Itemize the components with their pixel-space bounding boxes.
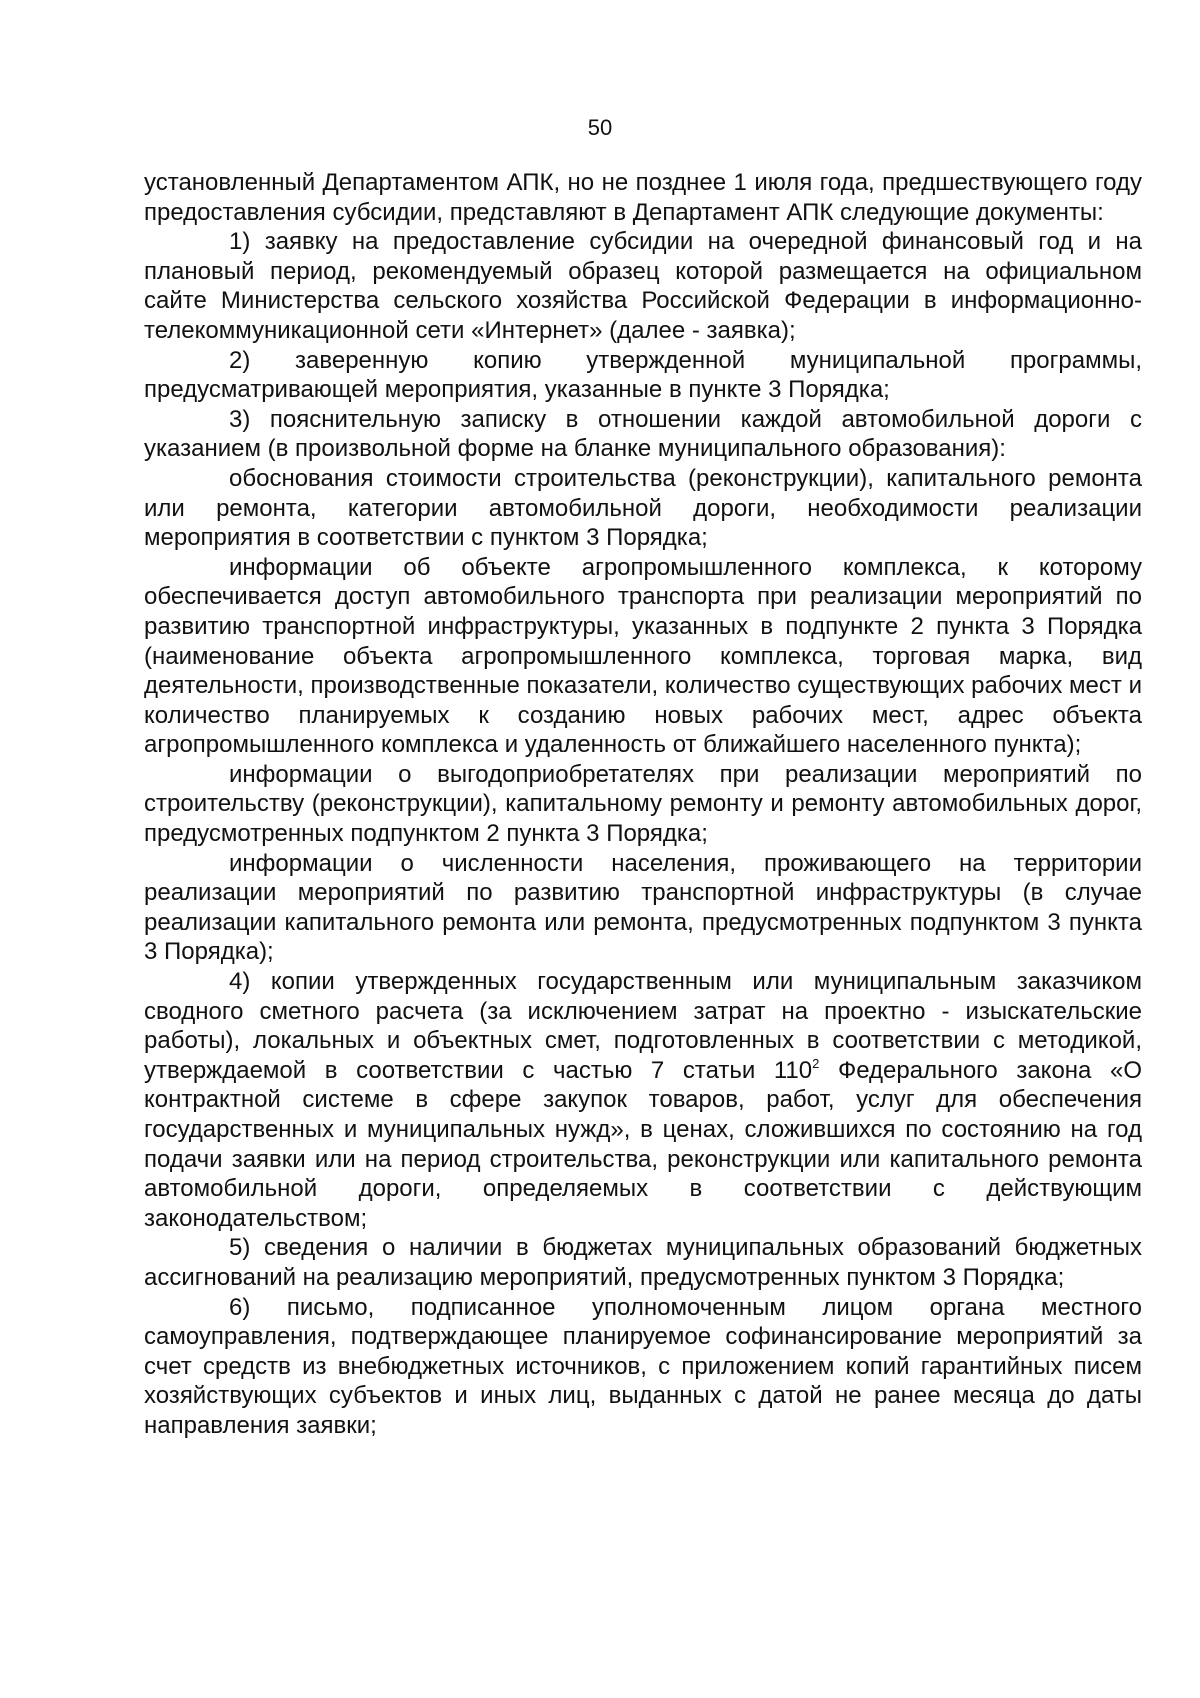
page-number: 50	[587, 115, 613, 140]
paragraph-item-3-beneficiaries-info: информации о выгодоприобретателях при реализации мероприятий по строительству (реконструкции), капитальному ремонту и ремонту автомобильных дорог, предусмотренных подпунктом 2 пункта 3 Порядка;	[144, 760, 1142, 848]
paragraph-item-3-agro-object-info: информации об объекте агропромышленного комплекса, к которому обеспечивается доступ автомобильного транспорта при реализации мероприятий по развитию транспортной инфраструктуры, указанных в подпункте 2 пункта 3 Порядка (наименование объекта агропромышленного комплекса, торговая марка, вид деятельности, производственные показатели, количество существующих рабочих мест и количество планируемых к созданию новых рабочих мест, адрес объекта агропромышленного комплекса и удаленность от ближайшего населенного пункта);	[144, 553, 1142, 759]
paragraph-item-2: 2) заверенную копию утвержденной муниципальной программы, предусматривающей мероприятия, указанные в пункте 3 Порядка;	[144, 346, 1142, 404]
paragraph-item-4-text-start: 4) копии утвержденных государственным или муниципальным заказчиком сводного сметного расчета (за исключением затрат на проектно - изыскательские работы), локальных и объектных смет, подготовленных в соответствии с методикой, утверждаемой в соответствии с частью 7 статьи 110	[144, 968, 1142, 1084]
paragraph-item-1: 1) заявку на предоставление субсидии на очередной финансовый год и на плановый период, рекомендуемый образец которой размещается на официальном сайте Министерства сельского хозяйства Российской Федерации в информационно-телекоммуникационной сети «Интернет» (далее - заявка);	[144, 228, 1142, 344]
paragraph-item-3-cost-justification: обоснования стоимости строительства (реконструкции), капитального ремонта или ремонта, категории автомобильной дороги, необходимости реализации мероприятия в соответствии с пунктом 3 Порядка;	[144, 464, 1142, 552]
paragraph-intro: установленный Департаментом АПК, но не позднее 1 июля года, предшествующего году предоставления субсидии, представляют в Департамент АПК следующие документы:	[144, 169, 1142, 226]
article-superscript: 2	[812, 1055, 820, 1071]
paragraph-item-3: 3) пояснительную записку в отношении каждой автомобильной дороги с указанием (в произвольной форме на бланке муниципального образования):	[144, 405, 1142, 463]
paragraph-item-6: 6) письмо, подписанное уполномоченным лицом органа местного самоуправления, подтверждающее планируемое софинансирование мероприятий за счет средств из внебюджетных источников, с приложением копий гарантийных писем хозяйствующих субъектов и иных лиц, выданных с датой не ранее месяца до даты направления заявки;	[144, 1293, 1142, 1439]
paragraph-item-5: 5) сведения о наличии в бюджетах муниципальных образований бюджетных ассигнований на реализацию мероприятий, предусмотренных пунктом 3 Порядка;	[144, 1234, 1142, 1291]
paragraph-item-4-text-end: Федерального закона «О контрактной системе в сфере закупок товаров, работ, услуг для обеспечения государственных и муниципальных нужд», в ценах, сложившихся по состоянию на год подачи заявки или на период строительства, реконструкции или капитального ремонта автомобильной дороги, определяемых в соответствии с действующим законодательством;	[144, 1056, 1142, 1232]
document-body	[144, 168, 1142, 1441]
paragraph-item-3-population-info: информации о численности населения, проживающего на территории реализации мероприятий по развитию транспортной инфраструктуры (в случае реализации капитального ремонта или ремонта, предусмотренных подпунктом 3 пункта 3 Порядка);	[144, 849, 1142, 966]
paragraph-item-4	[144, 967, 1142, 1233]
